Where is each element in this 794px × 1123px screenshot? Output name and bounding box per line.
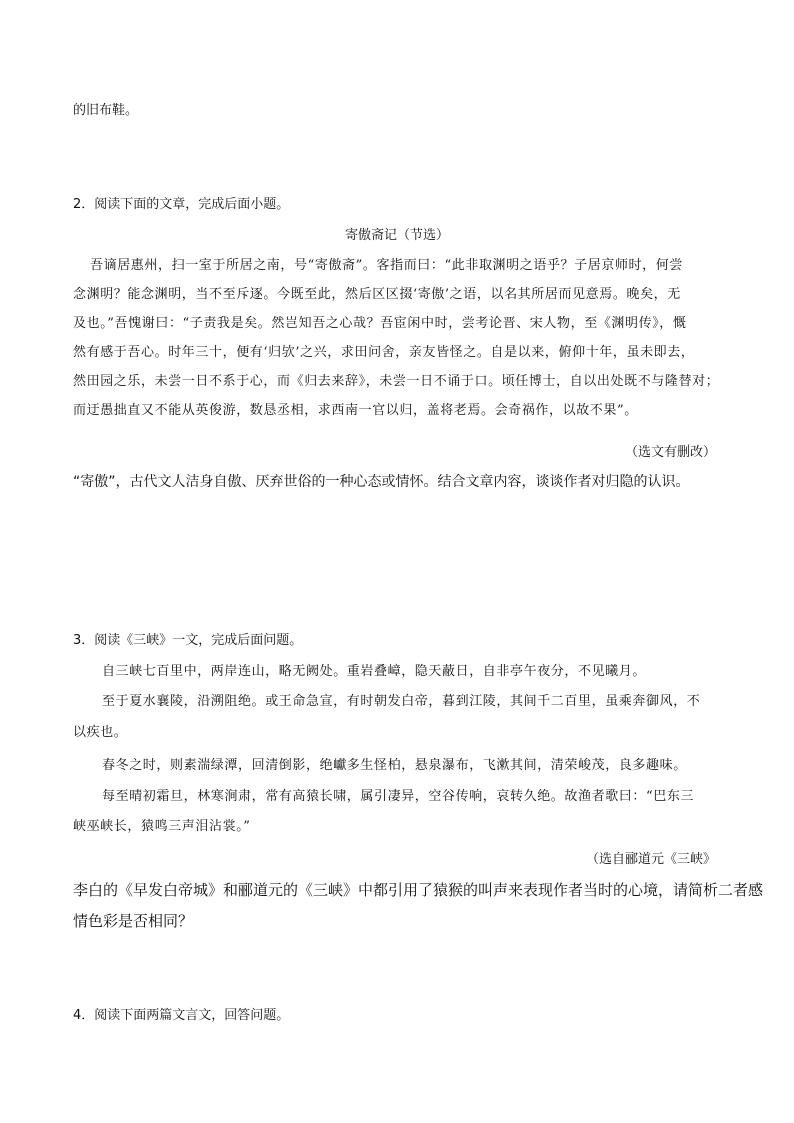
question-3-prompt: 李白的《早发白帝城》和郦道元的《三峡》中都引用了猿猴的叫声来表现作者当时的心境，请简析二者感 [73, 881, 764, 899]
passage-line: 念渊明？能念渊明，当不至斥逐。今既至此，然后区区掇‘寄傲’之语，以名其所居而见意焉。晚矣，无 [73, 287, 681, 302]
question-4-heading: 4．阅读下面两篇文言文，回答问题。 [73, 1008, 290, 1023]
passage-line: 而迂愚拙直又不能从英俊游，数恳丞相，求西南一官以归，盖将老焉。会奇祸作，以故不果”。 [73, 403, 638, 418]
passage-line: 春冬之时，则素湍绿潭，回清倒影，绝巘多生怪柏，悬泉瀑布，飞漱其间，清荣峻茂，良多趣味。 [102, 758, 687, 773]
passage-line: 然田园之乐，未尝一日不系于心，而《归去来辞》，未尝一日不诵于口。顷任博士，自以出处既不与隆替对； [73, 374, 720, 389]
passage-line: 峡巫峡长，猿鸣三声泪沾裳。” [73, 819, 251, 834]
passage-line: 以疾也。 [73, 725, 128, 740]
passage-line: 然有感于吾心。时年三十，便有‘归欤’之兴，求田问舍，亲友皆怪之。自是以来，俯仰十年，虽未即去， [73, 345, 695, 360]
text-fragment: 的旧布鞋。 [73, 103, 139, 118]
passage-line: 每至晴初霜旦，林寒涧肃，常有高猿长啸，属引凄异，空谷传响，哀转久绝。故渔者歌曰：“巴东三 [102, 789, 695, 804]
question-2-prompt: “寄傲”，古代文人洁身自傲、厌弃世俗的一种心态或情怀。结合文章内容，谈谈作者对归隐的认识。 [73, 474, 690, 490]
passage-line: 吾谪居惠州，扫一室于所居之南，号“寄傲斋”。客指而曰：“此非取渊明之语乎？子居京师时，何尝 [90, 258, 683, 273]
question-3-prompt: 情色彩是否相同？ [73, 912, 194, 930]
article-title: 寄傲斋记（节选） [344, 228, 449, 243]
question-2-heading: 2．阅读下面的文章，完成后面小题。 [73, 197, 290, 212]
source-note: （选文有删改） [624, 445, 716, 460]
passage-line: 自三峡七百里中，两岸连山，略无阙处。重岩叠嶂，隐天蔽日，自非亭午夜分，不见曦月。 [102, 664, 647, 679]
source-note: （选自郦道元《三峡》 [585, 852, 716, 867]
passage-line: 至于夏水襄陵，沿溯阻绝。或王命急宣，有时朝发白帝，暮到江陵，其间千二百里，虽乘奔御风，不 [102, 694, 701, 709]
question-3-heading: 3．阅读《三峡》一文，完成后面问题。 [73, 633, 303, 648]
passage-line: 及也。”吾愧谢曰：“子责我是矣。然岂知吾之心哉？吾宦闲中时，尝考论晋、宋人物，至《渊明传》，慨 [73, 316, 687, 331]
